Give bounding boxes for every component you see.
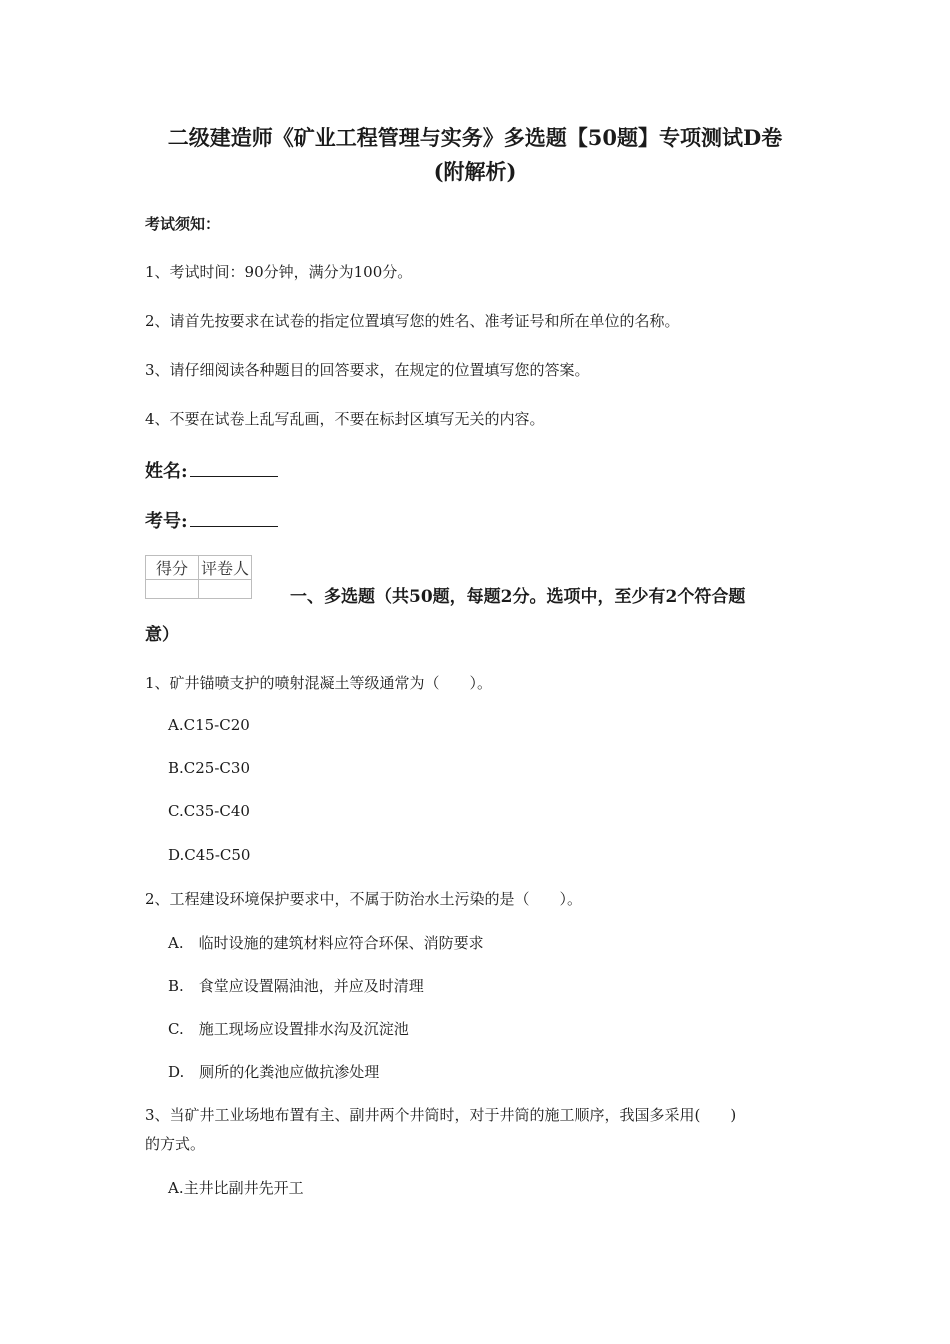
section-heading-continued: 意） <box>145 625 179 645</box>
notice-heading: 考试须知： <box>145 215 221 233</box>
notice-item: 1、考试时间：90分钟，满分为100分。 <box>145 263 413 281</box>
question-option: B. 食堂应设置隔油池，并应及时清理 <box>168 977 424 995</box>
section-heading: 一、多选题（共50题，每题2分。选项中，至少有2个符合题 <box>290 587 746 607</box>
question-option: C.C35-C40 <box>168 802 250 820</box>
question-option: D. 厕所的化粪池应做抗渗处理 <box>168 1063 380 1081</box>
question-option: C. 施工现场应设置排水沟及沉淀池 <box>168 1020 409 1038</box>
notice-item: 2、请首先按要求在试卷的指定位置填写您的姓名、准考证号和所在单位的名称。 <box>145 312 680 330</box>
name-label: 姓名: <box>145 461 188 482</box>
question-stem: 1、矿井锚喷支护的喷射混凝土等级通常为（ ）。 <box>145 674 493 692</box>
question-option: A.C15-C20 <box>168 716 250 734</box>
score-table <box>145 555 252 599</box>
question-option: A.主井比副井先开工 <box>168 1179 304 1197</box>
question-option: B.C25-C30 <box>168 759 250 777</box>
exam-id-label: 考号: <box>145 511 188 532</box>
notice-item: 3、请仔细阅读各种题目的回答要求，在规定的位置填写您的答案。 <box>145 361 590 379</box>
page-subtitle: (附解析) <box>433 159 517 184</box>
grader-header: 评卷人 <box>199 556 252 580</box>
score-cell[interactable] <box>146 580 199 599</box>
score-header: 得分 <box>146 556 199 580</box>
exam-id-blank-line[interactable] <box>190 508 278 527</box>
question-option: D.C45-C50 <box>168 846 251 864</box>
name-blank-line[interactable] <box>190 458 278 477</box>
question-option: A. 临时设施的建筑材料应符合环保、消防要求 <box>168 934 484 952</box>
notice-item: 4、不要在试卷上乱写乱画，不要在标封区填写无关的内容。 <box>145 410 545 428</box>
question-stem: 2、工程建设环境保护要求中，不属于防治水土污染的是（ ）。 <box>145 890 583 908</box>
page-title: 二级建造师《矿业工程管理与实务》多选题【50题】专项测试D卷 <box>167 125 783 150</box>
name-field[interactable] <box>145 457 278 483</box>
exam-id-field[interactable] <box>145 507 278 533</box>
grader-cell[interactable] <box>199 580 252 599</box>
question-stem-continued: 的方式。 <box>145 1135 206 1153</box>
question-stem: 3、当矿井工业场地布置有主、副井两个井筒时，对于井筒的施工顺序，我国多采用( ) <box>145 1106 737 1124</box>
